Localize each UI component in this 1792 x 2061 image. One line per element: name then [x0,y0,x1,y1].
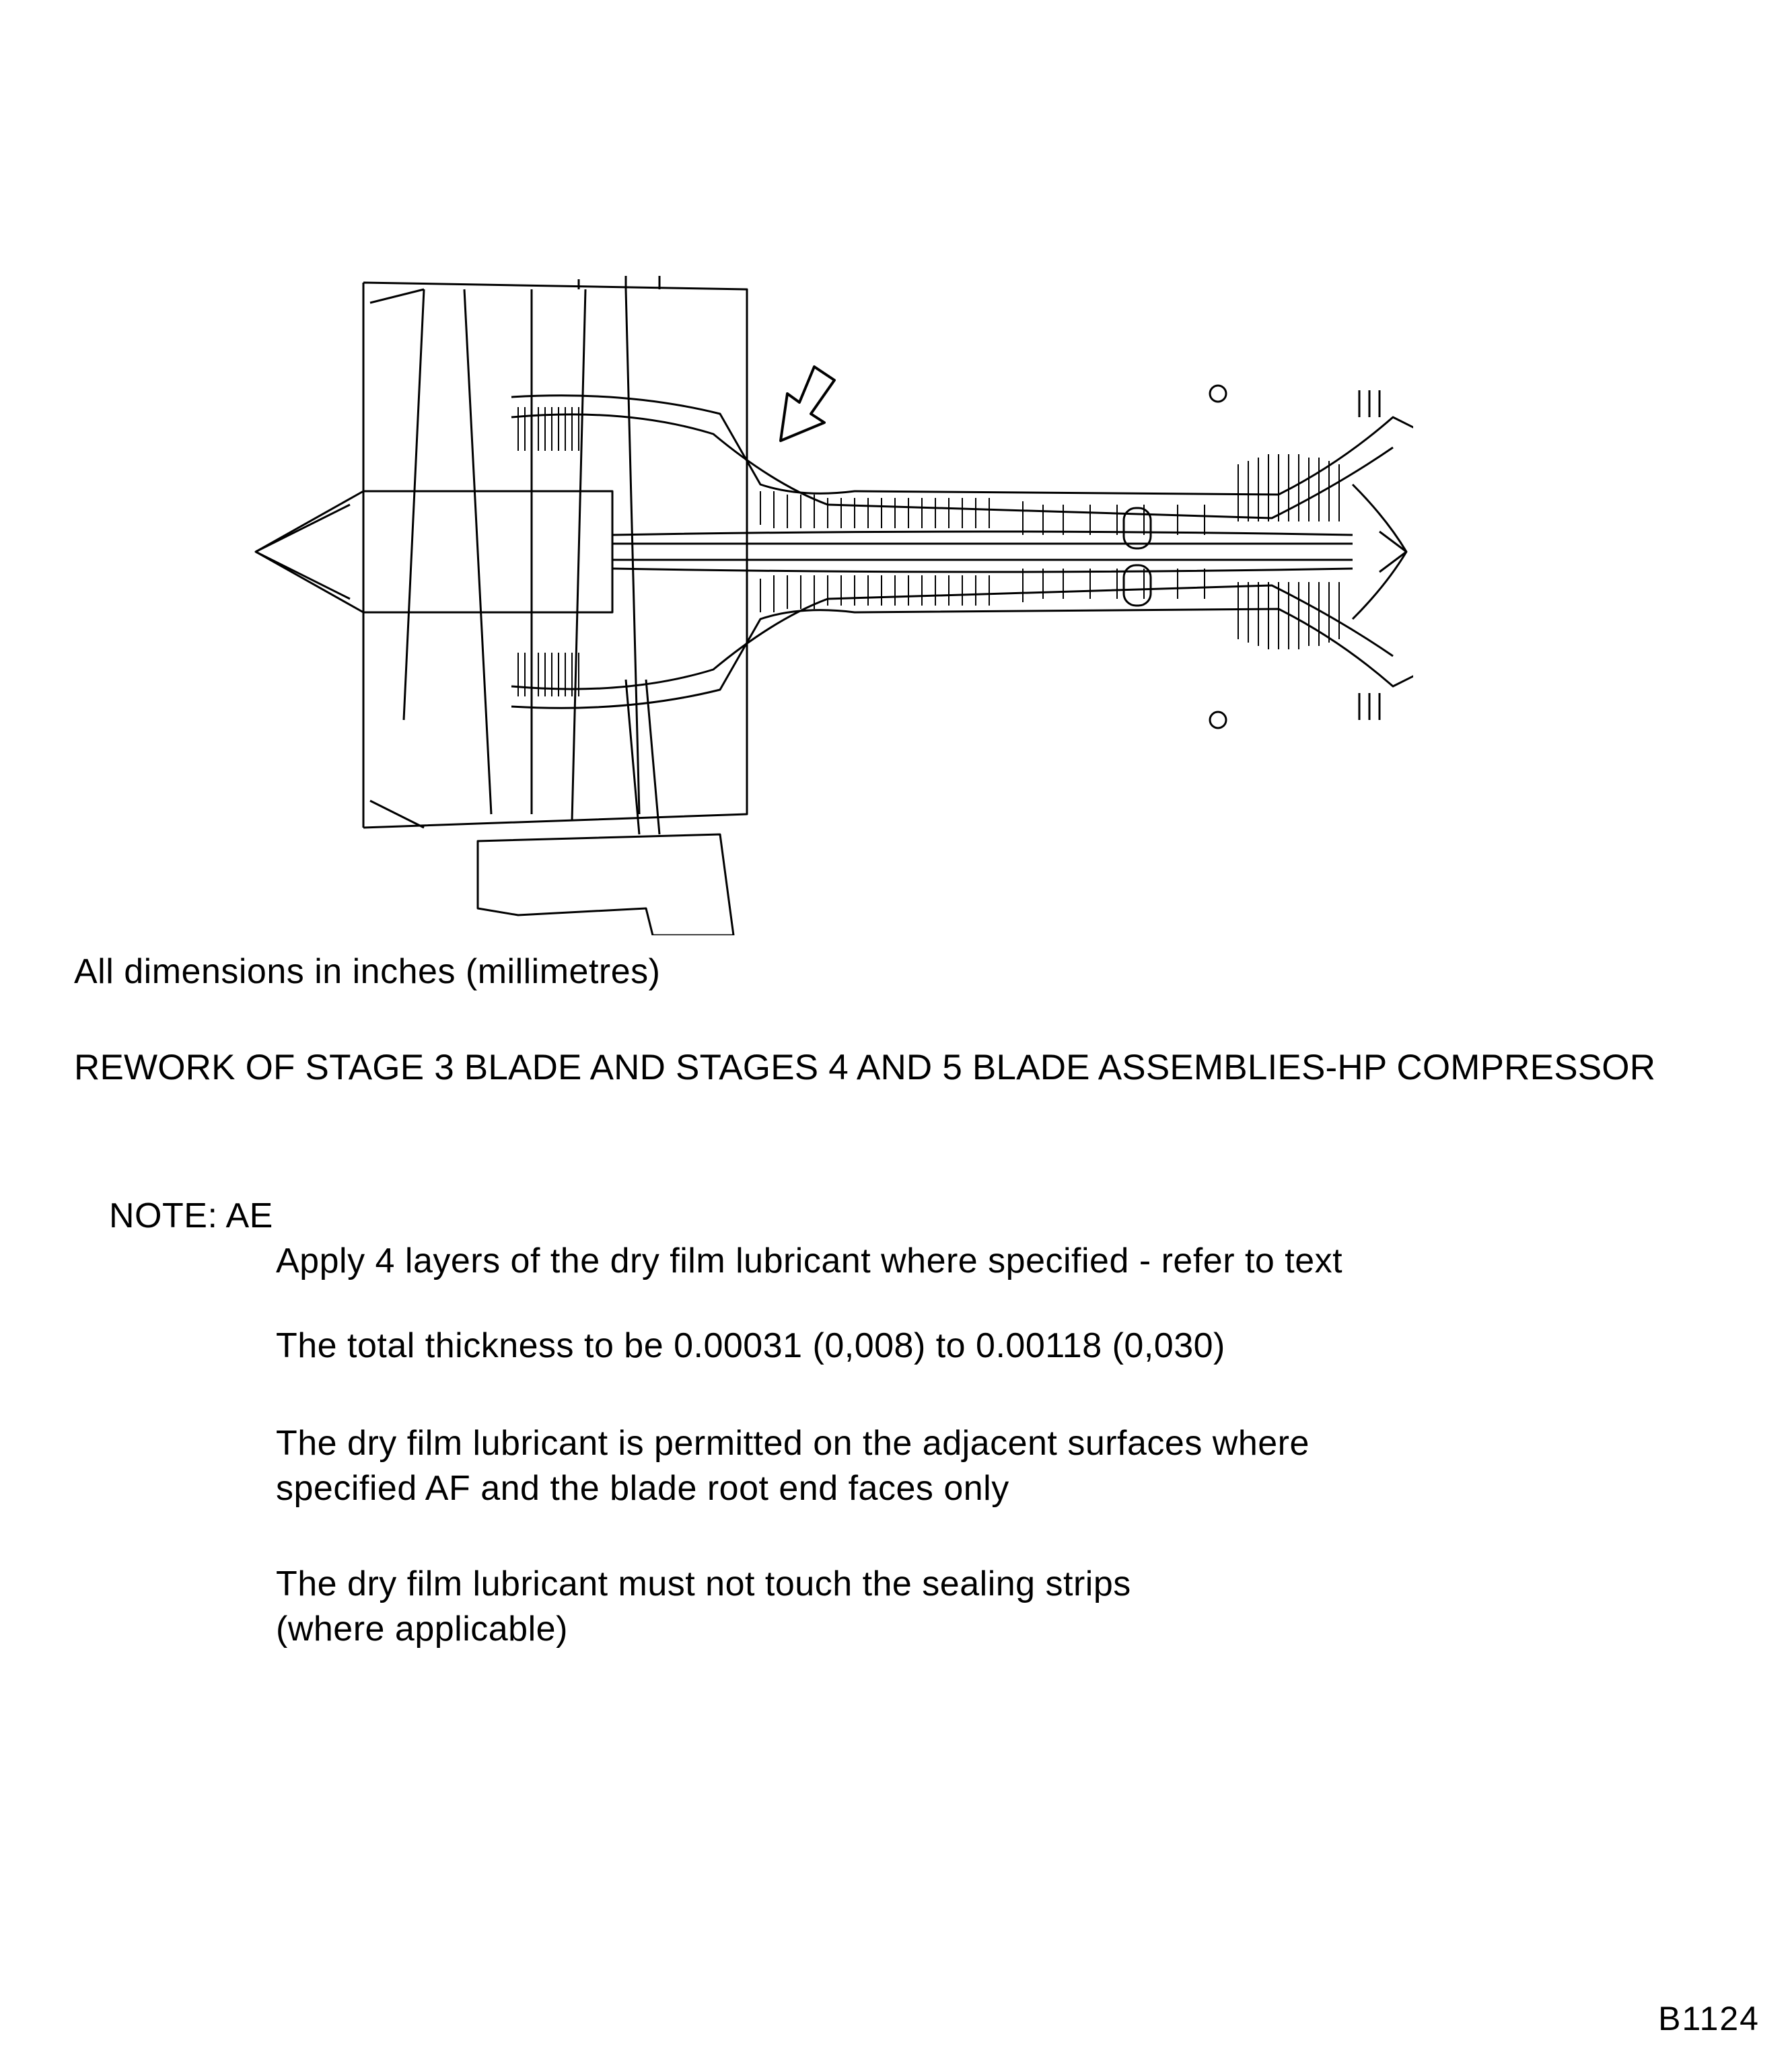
nose-cone [256,491,612,612]
note-line: (where applicable) [276,1610,568,1649]
note-line: The dry film lubricant is permitted on the adjacent surfaces where [276,1424,1310,1463]
figure-reference-number: B1124 [1658,2000,1760,2037]
note-line: The total thickness to be 0.00031 (0,008) to 0.00118 (0,030) [276,1326,1225,1365]
page-title: REWORK OF STAGE 3 BLADE AND STAGES 4 AND 5 BLADE ASSEMBLIES-HP COMPRESSOR [74,1048,1656,1087]
main-shaft [612,532,1353,572]
gearbox [478,834,733,935]
note-line: Apply 4 layers of the dry film lubricant where specified - refer to text [276,1241,1343,1280]
note-line: specified AF and the blade root end faces only [276,1469,1009,1508]
location-arrow-icon [767,363,841,444]
engine-cross-section-drawing [249,262,1413,935]
note-line: The dry film lubricant must not touch the sealing strips [276,1564,1131,1603]
figure-caption: All dimensions in inches (millimetres) [74,952,661,991]
note-label: NOTE: AE [109,1196,273,1235]
